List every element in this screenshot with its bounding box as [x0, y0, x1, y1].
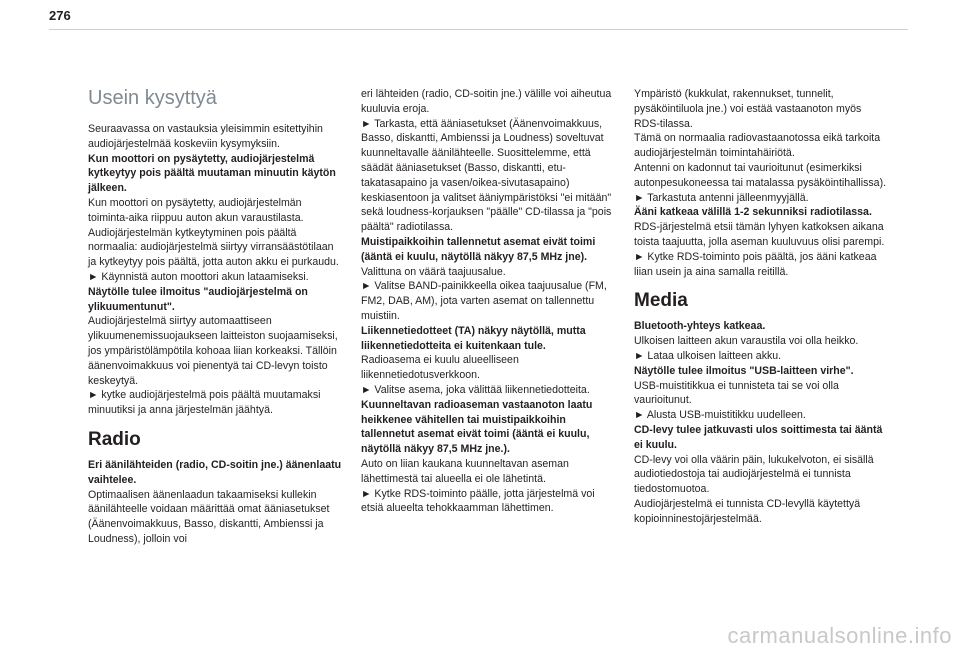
question-heading: Eri äänilähteiden (radio, CD-soitin jne.) äänenlaatu vaihtelee. [88, 458, 342, 486]
paragraph: Radioasema ei kuulu alueelliseen liikennetiedotusverkkoon. [361, 354, 519, 382]
page-title: Usein kysyttyä [88, 87, 217, 109]
action-step: ► Käynnistä auton moottori akun lataamiseksi. [88, 270, 309, 283]
paragraph: Kun moottori on pysäytetty, audiojärjestelmän toiminta-aika riippuu auton akun varaustilasta. [88, 196, 304, 224]
paragraph: Audiojärjestelmän kytkeytyminen pois päältä normaalia: audiojärjestelmä siirtyy virransäästötilaan ja kytkeytyy pois päältä, jotta auton akku ei purkaudu. [88, 226, 339, 269]
paragraph: RDS-järjestelmä etsii tämän lyhyen katkoksen aikana toista taajuutta, jolla aseman kuuluvuus olisi parempi. [634, 221, 885, 248]
paragraph: Auto on liian kaukana kuunneltavan aseman lähettimestä tai alueella ei ole lähetintä. [361, 457, 569, 485]
section-heading-media: Media [634, 290, 688, 312]
paragraph: Optimaalisen äänenlaadun takaamiseksi kullekin äänilähteelle voidaan määrittää omat ääniasetukset (Äänenvoimakkuus, Basso, diskantti, Ambienssi ja Loudness), jolloin voi [88, 488, 330, 545]
action-step: ► Valitse BAND-painikkeella oikea taajuusalue (FM, FM2, DAB, AM), jota varten asemat on tallennettu muistiin. [361, 280, 607, 322]
paragraph: Audiojärjestelmä ei tunnista CD-levyllä käytettyä kopioinninestojärjestelmää. [634, 497, 861, 525]
paragraph: Seuraavassa on vastauksia yleisimmin esitettyihin audiojärjestelmää koskeviin kysymyksiin. [88, 123, 323, 150]
column-3 [634, 87, 890, 527]
question-heading: CD-levy tulee jatkuvasti ulos soittimesta tai ääntä ei kuulu. [634, 423, 883, 451]
question-heading: Näytölle tulee ilmoitus "USB-laitteen virhe". [634, 364, 854, 377]
action-step: ► Kytke RDS-toiminto pois päältä, jos ääni katkeaa liian usein ja aina samalla reitillä. [634, 250, 877, 278]
paragraph: CD-levy voi olla väärin päin, lukukelvoton, ei sisällä audiotiedostoja tai audiojärjestelmä ei tunnista tiedostomuotoa. [634, 453, 874, 496]
paragraph: Antenni on kadonnut tai vaurioitunut (esimerkiksi autonpesukoneessa tai matalassa pysäköintihallissa). [634, 161, 887, 189]
question-heading: Bluetooth-yhteys katkeaa. [634, 320, 766, 333]
paragraph: USB-muistitikkua ei tunnisteta tai se voi olla vaurioitunut. [634, 379, 839, 407]
question-heading: Näytölle tulee ilmoitus "audiojärjestelmä on ylikuumentunut". [88, 285, 308, 313]
paragraph: Valittuna on väärä taajuusalue. [361, 265, 506, 278]
action-step: ► Valitse asema, joka välittää liikennetiedotteita. [361, 383, 590, 396]
header-divider [49, 29, 908, 30]
action-step: ► Kytke RDS-toiminto päälle, jotta järjestelmä voi etsiä alueelta tehokkaamman lähettimen. [361, 487, 595, 515]
question-heading: Muistipaikkoihin tallennetut asemat eivät toimi (ääntä ei kuulu, näytöllä näkyy 87,5 MHz jne). [361, 235, 596, 263]
paragraph: Ympäristö (kukkulat, rakennukset, tunnelit, pysäköintiluola jne.) voi estää vastaanoton myös RDS-tilassa. [634, 88, 862, 130]
paragraph: Audiojärjestelmä siirtyy automaattiseen ylikuumenemissuojaukseen laitteiston suojaamiseksi, jos ympäristölämpötila kohoaa liian korkeaksi. Tällöin äänenvoimakkuus voi pienentyä tai CD-levyn toisto keskeytyä. [88, 315, 338, 387]
section-heading-radio: Radio [88, 428, 141, 450]
watermark: carmanualsonline.info [727, 623, 952, 648]
action-step: ► Alusta USB-muistitikku uudelleen. [634, 409, 806, 422]
paragraph: Ulkoisen laitteen akun varaustila voi olla heikko. [634, 335, 859, 348]
question-heading: Kuunneltavan radioaseman vastaanoton laatu heikkenee vähitellen tai muistipaikkoihin tallennetut asemat eivät toimi (ääntä ei kuulu, näytöllä näkyy 87,5 MHz jne.). [361, 398, 593, 456]
paragraph: eri lähteiden (radio, CD-soitin jne.) välille voi aiheutua kuuluvia eroja. [361, 88, 612, 115]
column-2 [361, 87, 617, 516]
action-step: ► Tarkasta, että ääniasetukset (Äänenvoimakkuus, Basso, diskantti, Ambienssi ja Loudness) soveltuvat kuunneltavalle äänilähteelle. Suosittelemme, että säädät ääniasetukset (Basso, diskantti, etu-takatasapaino ja vasen/oikea-sivutasapaino) keskiasentoon ja valitset ääniympäristöksi "ei mitään" sekä loudness-korjauksen "päälle" CD-tilassa ja "pois päältä" radiotilassa. [361, 117, 612, 234]
page-number: 276 [49, 8, 71, 23]
column-1 [88, 82, 344, 547]
question-heading: Liikennetiedotteet (TA) näkyy näytöllä, mutta liikennetiedotteita ei kuitenkaan tule. [361, 324, 586, 352]
action-step: ► kytke audiojärjestelmä pois päältä muutamaksi minuutiksi ja anna järjestelmän jäähtyä. [88, 389, 321, 417]
paragraph: Tämä on normaalia radiovastaanotossa eikä tarkoita audiojärjestelmän toimintahäiriötä. [634, 132, 881, 160]
question-heading: Kun moottori on pysäytetty, audiojärjestelmä kytkeytyy pois päältä muutaman minuutin käytön jälkeen. [88, 152, 336, 195]
action-step: ► Lataa ulkoisen laitteen akku. [634, 349, 782, 362]
question-heading: Ääni katkeaa välillä 1-2 sekunniksi radiotilassa. [634, 206, 872, 219]
action-step: ► Tarkastuta antenni jälleenmyyjällä. [634, 191, 809, 204]
